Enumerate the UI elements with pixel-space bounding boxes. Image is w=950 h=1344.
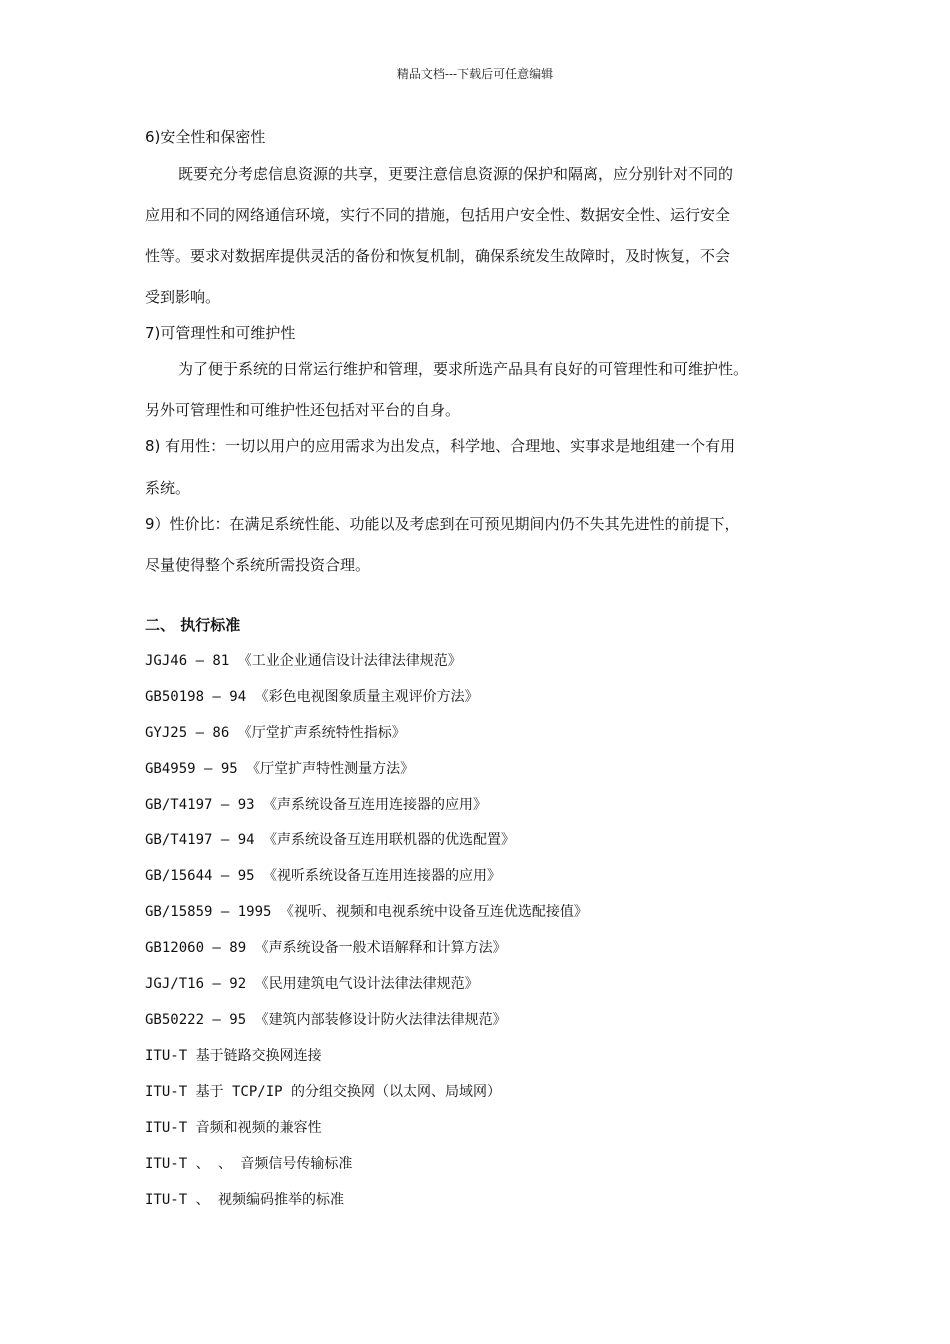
- section-9-paragraph-line: 9）性价比：在满足系统性能、功能以及考虑到在可预见期间内仍不失其先进性的前提下，: [145, 515, 740, 533]
- standard-item: ITU-T 、 视频编码推举的标准: [145, 1192, 345, 1208]
- section-6-paragraph-line: 应用和不同的网络通信环境，实行不同的措施，包括用户安全性、数据安全性、运行安全: [145, 206, 731, 224]
- section-6-paragraph-line: 性等。要求对数据库提供灵活的备份和恢复机制，确保系统发生故障时，及时恢复，不会: [145, 247, 731, 265]
- standards-heading: 二、 执行标准: [145, 616, 241, 634]
- section-6-title: 6)安全性和保密性: [145, 128, 266, 146]
- section-7-paragraph-line: 另外可管理性和可维护性还包括对平台的自身。: [145, 401, 461, 419]
- section-8-paragraph-line: 8) 有用性：一切以用户的应用需求为出发点，科学地、合理地、实事求是地组建一个有用: [145, 437, 736, 455]
- section-7-paragraph-line: 为了便于系统的日常运行维护和管理，要求所选产品具有良好的可管理性和可维护性。: [178, 360, 749, 378]
- page-header: 精品文档---下载后可任意编辑: [396, 67, 554, 81]
- standard-item: ITU-T 音频和视频的兼容性: [145, 1120, 322, 1136]
- standard-item: GB/15644 — 95 《视听系统设备互连用连接器的应用》: [145, 868, 502, 884]
- standard-item: GB/T4197 — 93 《声系统设备互连用连接器的应用》: [145, 797, 488, 813]
- standard-item: GB/15859 — 1995 《视听、视频和电视系统中设备互连优选配接值》: [145, 904, 588, 920]
- section-7-title: 7)可管理性和可维护性: [145, 324, 296, 342]
- standard-item: GB50198 — 94 《彩色电视图象质量主观评价方法》: [145, 689, 479, 705]
- standard-item: ITU-T 基于链路交换网连接: [145, 1048, 322, 1064]
- standard-item: GB50222 — 95 《建筑内部装修设计防火法律法律规范》: [145, 1012, 507, 1028]
- standard-item: ITU-T 基于 TCP/IP 的分组交换网（以太网、局域网）: [145, 1084, 502, 1100]
- section-6-paragraph-line: 受到影响。: [145, 288, 221, 306]
- standard-item: JGJ/T16 — 92 《民用建筑电气设计法律法律规范》: [145, 976, 479, 992]
- section-9-paragraph-line: 尽量使得整个系统所需投资合理。: [145, 556, 371, 574]
- standard-item: JGJ46 — 81 《工业企业通信设计法律法律规范》: [145, 653, 462, 669]
- standard-item: GB12060 — 89 《声系统设备一般术语解释和计算方法》: [145, 940, 507, 956]
- standard-item: GB/T4197 — 94 《声系统设备互连用联机器的优选配置》: [145, 832, 516, 848]
- section-8-paragraph-line: 系统。: [145, 479, 191, 497]
- standard-item: ITU-T 、 、 音频信号传输标准: [145, 1156, 353, 1172]
- section-6-paragraph-line: 既要充分考虑信息资源的共享，更要注意信息资源的保护和隔离，应分别针对不同的: [178, 165, 734, 183]
- standard-item: GB4959 — 95 《厅堂扩声特性测量方法》: [145, 761, 415, 777]
- standard-item: GYJ25 — 86 《厅堂扩声系统特性指标》: [145, 725, 406, 741]
